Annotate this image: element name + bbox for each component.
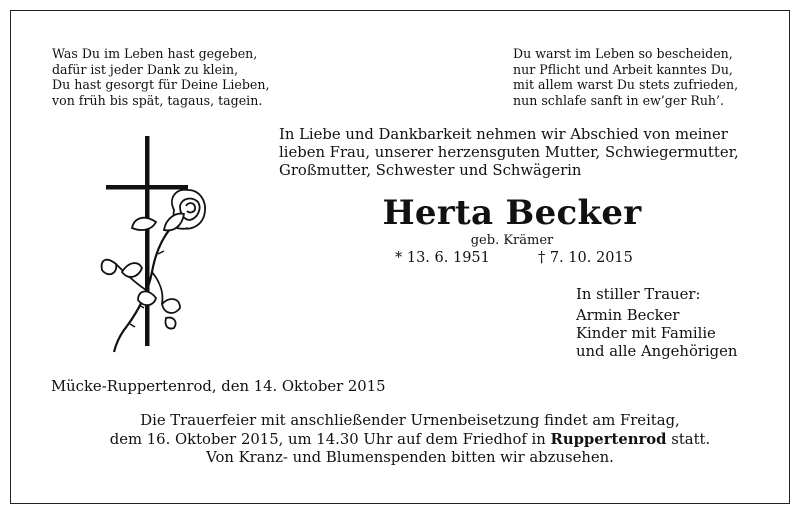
intro-text: [279, 126, 739, 180]
verse-line: mit allem warst Du stets zufrieden,: [513, 77, 739, 92]
intro-line: lieben Frau, unserer herzensguten Mutter, Schwiegermutter,: [279, 144, 739, 161]
funeral-details: [60, 412, 760, 468]
mourner-name: und alle Angehörigen: [576, 343, 738, 360]
verse-line: Du warst im Leben so bescheiden,: [513, 46, 733, 61]
funeral-place: Ruppertenrod: [550, 430, 667, 448]
place-date: Mücke-Ruppertenrod, den 14. Oktober 2015: [51, 378, 386, 395]
verse-right: [513, 46, 738, 108]
funeral-line-2: [60, 431, 760, 450]
funeral-line-1: Die Trauerfeier mit anschließender Urnenbeisetzung findet am Freitag,: [140, 412, 680, 429]
verse-line: dafür ist jeder Dank zu klein,: [52, 61, 239, 77]
mourners-block: [576, 286, 737, 361]
cross-with-rose-icon: [94, 132, 224, 358]
death-date: † 7. 10. 2015: [538, 250, 633, 266]
mourners-heading: In stiller Trauer:: [576, 286, 701, 303]
birth-name: geb. Krämer: [470, 233, 554, 248]
verse-line: Was Du im Leben hast gegeben,: [52, 46, 258, 61]
mourner-name: Kinder mit Familie: [576, 325, 716, 342]
intro-line: In Liebe und Dankbarkeit nehmen wir Abschied von meiner: [279, 126, 728, 143]
deceased-name: Herta Becker: [382, 193, 642, 233]
funeral-line-2-end: statt.: [671, 430, 711, 448]
birth-date: * 13. 6. 1951: [395, 250, 490, 266]
funeral-line-2-start: dem 16. Oktober 2015, um 14.30 Uhr auf dem Friedhof in: [109, 430, 546, 448]
funeral-line-3: Von Kranz- und Blumenspenden bitten wir abzusehen.: [206, 449, 614, 466]
verse-line: nur Pflicht und Arbeit kanntes Du,: [513, 61, 733, 77]
mourner-name: Armin Becker: [576, 307, 680, 324]
verse-line: Du hast gesorgt für Deine Lieben,: [52, 77, 270, 92]
intro-line: Großmutter, Schwester und Schwägerin: [279, 162, 582, 179]
verse-line: von früh bis spät, tagaus, tagein.: [52, 92, 263, 108]
verse-left: [52, 46, 269, 108]
verse-line: nun schlafe sanft in ew’ger Ruh’.: [513, 92, 725, 108]
